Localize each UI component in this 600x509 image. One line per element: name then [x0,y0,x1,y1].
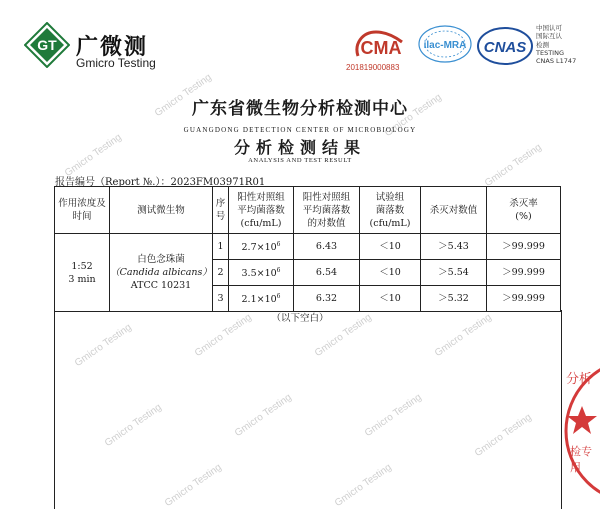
report-number: 报告编号（Report №.）：2023FM03971R01 [55,177,266,188]
gmicro-logo-icon [24,22,70,68]
watermark: Gmicro Testing [472,411,534,460]
table-row [55,234,561,260]
center-title-en: GUANGDONG DETECTION CENTER OF MICROBIOLOGY [183,126,417,134]
seq-cell: 3 [213,286,229,312]
stamp-text-bottom: 检专用 [570,445,592,474]
condition-cell: 1:52 3 min [55,234,110,312]
svg-text:GT: GT [37,37,57,53]
watermark: Gmicro Testing [332,461,394,509]
header-microorganism: 测试微生物 [110,187,213,234]
watermark: Gmicro Testing [62,131,124,180]
watermark: Gmicro Testing [102,401,164,450]
test-count-cell: ＜10 [360,234,421,260]
watermark: Gmicro Testing [232,391,294,440]
results-table [54,186,561,312]
header-kill-rate: 杀灭率 (%) [487,187,561,234]
control-log-cell: 6.32 [294,286,360,312]
header-test-count: 试验组 菌落数 (cfu/mL) [360,187,421,234]
kill-log-cell: ＞5.54 [421,260,487,286]
watermark: Gmicro Testing [482,141,544,190]
watermark: Gmicro Testing [72,321,134,370]
organism-cell: 白色念珠菌 （Candida albicans） ATCC 10231 [110,234,213,312]
control-count-cell: $2.1\times 10^6$ [229,286,294,312]
watermark: Gmicro Testing [162,461,224,509]
control-count-cell: $2.7\times 10^6$ [229,234,294,260]
stamp-text-top: 分析 [566,372,593,387]
watermark: Gmicro Testing [312,311,374,360]
result-title-cn: 分析检测结果 [233,138,366,157]
watermark: Gmicro Testing [382,91,444,140]
kill-log-cell: ＞5.43 [421,234,487,260]
cnas-label: CNAS [483,39,527,56]
kill-rate-cell: ＞99.999 [487,234,561,260]
header-control-count: 阳性对照组 平均菌落数 (cfu/mL) [229,187,294,234]
header-seq: 序号 [213,187,229,234]
brand-name-en: Gmicro Testing [76,56,156,70]
brand-name-cn: 广微测 [76,35,149,60]
cnas-logo-icon [476,26,534,66]
test-count-cell: ＜10 [360,286,421,312]
center-title-cn: 广东省微生物分析检测中心 [192,99,408,119]
header-concentration-time: 作用浓度及时间 [55,187,110,234]
control-count-cell: $3.5\times 10^6$ [229,260,294,286]
seq-cell: 2 [213,260,229,286]
kill-rate-cell: ＞99.999 [487,260,561,286]
kill-log-cell: ＞5.32 [421,286,487,312]
watermark: Gmicro Testing [192,311,254,360]
kill-rate-cell: ＞99.999 [487,286,561,312]
table-header-row [55,187,561,234]
header-control-log: 阳性对照组 平均菌落数 的对数值 [294,187,360,234]
watermark: Gmicro Testing [432,311,494,360]
test-count-cell: ＜10 [360,260,421,286]
header-kill-log: 杀灭对数值 [421,187,487,234]
table-blank-area [54,310,562,509]
control-log-cell: 6.54 [294,260,360,286]
control-log-cell: 6.43 [294,234,360,260]
result-title-en: ANALYSIS AND TEST RESULT [248,157,352,164]
cnas-text: 中国认可 国际互认 检测 TESTING CNAS L1747 [536,24,577,66]
cma-label: CMA [360,38,402,58]
cma-number: 201819000883 [346,63,400,72]
blank-note: （以下空白） [271,313,329,324]
ilac-label: ilac-MRA [423,40,467,51]
cma-logo-icon [352,26,410,62]
watermark: Gmicro Testing [152,71,214,120]
seq-cell: 1 [213,234,229,260]
ilac-mra-logo-icon [416,22,474,70]
watermark: Gmicro Testing [362,391,424,440]
